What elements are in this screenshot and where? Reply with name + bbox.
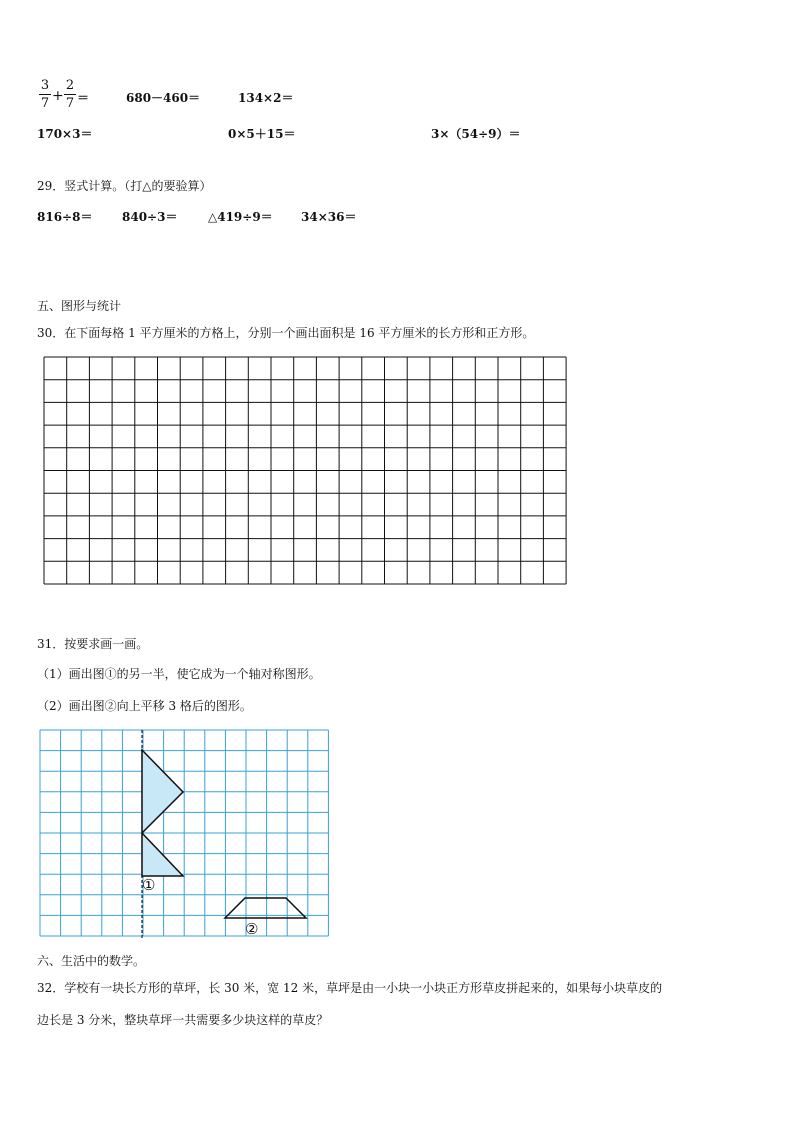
expr-134x2: 134×2＝ <box>238 91 294 105</box>
expr-0x5-15: 0×5＋15＝ <box>228 127 296 141</box>
q29-item-419div9: △419÷9＝ <box>208 210 273 224</box>
question-31-sub2: （2）画出图②向上平移 3 格后的图形。 <box>37 699 252 713</box>
fraction-numerator: 3 <box>40 78 50 93</box>
question-29-title: 29．竖式计算。（打△的要验算） <box>37 179 212 193</box>
question-30-title: 30．在下面每格 1 平方厘米的方格上，分别一个画出面积是 16 平方厘米的长方形和正方形。 <box>37 326 535 340</box>
q31-figure-grid <box>38 728 330 943</box>
fraction-denominator: 7 <box>40 96 50 111</box>
expr-3x-54div9: 3×（54÷9）＝ <box>431 127 521 141</box>
figure-1-half-shape <box>142 750 183 876</box>
expr-680-460: 680－460＝ <box>126 91 201 105</box>
question-31-sub1: （1）画出图①的另一半，使它成为一个轴对称图形。 <box>37 667 321 681</box>
fraction-2-7 <box>64 79 76 110</box>
q29-item-816div8: 816÷8＝ <box>37 210 93 224</box>
q29-item-34x36: 34×36＝ <box>301 210 357 224</box>
question-31-title: 31．按要求画一画。 <box>37 637 149 651</box>
figure-2-label: ② <box>245 920 259 938</box>
plus-sign: + <box>52 88 64 104</box>
fraction-denominator: 7 <box>65 96 75 111</box>
question-32-line2: 边长是 3 分米，整块草坪一共需要多少块这样的草皮？ <box>37 1013 329 1027</box>
figure-1-label: ① <box>142 876 156 894</box>
question-32-line1: 32．学校有一块长方形的草坪，长 30 米，宽 12 米，草坪是由一小块一小块正方形草皮拼起来的，如果每小块草皮的 <box>37 981 663 995</box>
section-6-title: 六、生活中的数学。 <box>37 954 146 968</box>
fraction-3-7 <box>39 79 51 110</box>
fraction-numerator: 2 <box>65 78 75 93</box>
equals-sign: ＝ <box>77 91 90 105</box>
q29-item-840div3: 840÷3＝ <box>122 210 178 224</box>
section-5-title: 五、图形与统计 <box>37 299 122 313</box>
expr-170x3: 170×3＝ <box>37 127 93 141</box>
q30-grid <box>43 356 569 586</box>
